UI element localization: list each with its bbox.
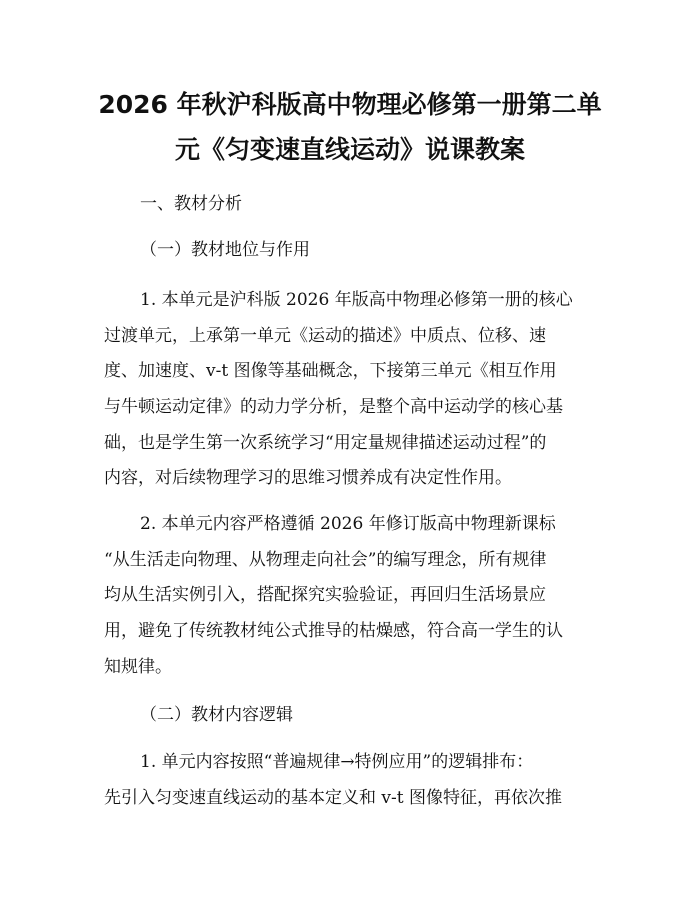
subsection-heading-position-and-role: （一）教材地位与作用: [140, 240, 310, 260]
paragraph-line: 1. 单元内容按照“普遍规律→特例应用”的逻辑排布：: [140, 752, 534, 772]
paragraph-1: [104, 289, 604, 503]
subsection-heading-content-logic: （二）教材内容逻辑: [140, 705, 293, 725]
paragraph-line: 与牛顿运动定律》的动力学分析，是整个高中运动学的核心基: [104, 397, 563, 418]
document-title-line-1: 2026 年秋沪科版高中物理必修第一册第二单: [98, 90, 602, 119]
paragraph-line: 均从生活实例引入，搭配探究实验验证，再回归生活场景应: [104, 585, 546, 606]
paragraph-line: 础，也是学生第一次系统学习“用定量规律描述运动过程”的: [104, 432, 547, 453]
paragraph-line: 知规律。: [104, 656, 172, 677]
paragraph-line: 过渡单元，上承第一单元《运动的描述》中质点、位移、速: [104, 325, 546, 346]
paragraph-3: [104, 751, 604, 822]
paragraph-line: 内容，对后续物理学习的思维习惯养成有决定性作用。: [104, 468, 512, 489]
paragraph-line: 先引入匀变速直线运动的基本定义和 v-t 图像特征，再依次推: [104, 787, 562, 808]
paragraph-line: 1. 本单元是沪科版 2026 年版高中物理必修第一册的核心: [140, 290, 573, 310]
section-heading-textbook-analysis: 一、教材分析: [140, 194, 242, 214]
paragraph-line: 用，避免了传统教材纯公式推导的枯燥感，符合高一学生的认: [104, 621, 563, 642]
paragraph-line: 度、加速度、v-t 图像等基础概念，下接第三单元《相互作用: [104, 361, 557, 382]
paragraph-line: “从生活走向物理、从物理走向社会”的编写理念，所有规律: [104, 549, 547, 570]
paragraph-2: [104, 513, 604, 691]
document-title-line-2: 元《匀变速直线运动》说课教案: [174, 135, 525, 164]
paragraph-line: 2. 本单元内容严格遵循 2026 年修订版高中物理新课标: [140, 514, 556, 534]
